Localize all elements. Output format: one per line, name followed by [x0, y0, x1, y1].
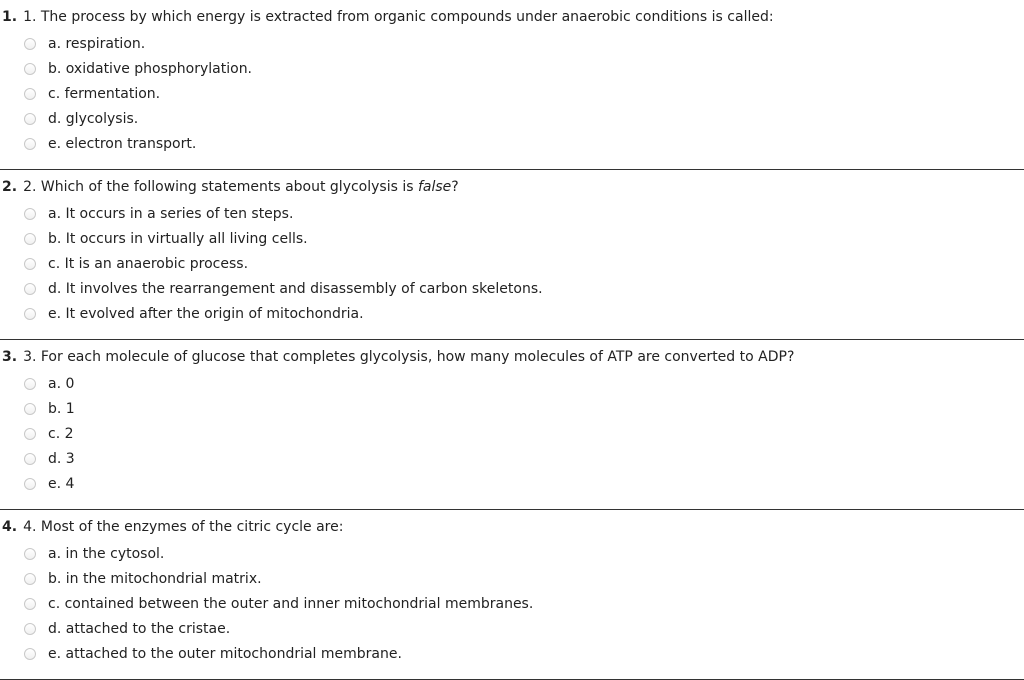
option-2b[interactable] — [24, 229, 308, 249]
option-label: c. contained between the outer and inner mitochondrial membranes. — [48, 595, 534, 612]
option-label: b. 1 — [48, 400, 75, 417]
question-number: 2. — [2, 179, 18, 195]
option-4a[interactable] — [24, 544, 164, 564]
radio-button[interactable] — [24, 38, 36, 50]
option-3a[interactable] — [24, 374, 74, 394]
radio-button[interactable] — [24, 63, 36, 75]
radio-button[interactable] — [24, 598, 36, 610]
radio-button[interactable] — [24, 623, 36, 635]
option-label: c. 2 — [48, 425, 74, 442]
radio-button[interactable] — [24, 208, 36, 220]
option-label: a. respiration. — [48, 35, 146, 52]
option-3e[interactable] — [24, 474, 74, 494]
option-label: d. It involves the rearrangement and disassembly of carbon skeletons. — [48, 280, 543, 297]
option-label: c. fermentation. — [48, 85, 161, 102]
option-2e[interactable] — [24, 304, 364, 324]
option-label: d. 3 — [48, 450, 75, 467]
radio-button[interactable] — [24, 573, 36, 585]
question-2-header — [2, 179, 459, 196]
option-label: e. electron transport. — [48, 135, 197, 152]
radio-button[interactable] — [24, 478, 36, 490]
option-1c[interactable] — [24, 84, 160, 104]
option-label: d. glycolysis. — [48, 110, 139, 127]
option-label: e. 4 — [48, 475, 75, 492]
question-text: 1. The process by which energy is extracted from organic compounds under anaerobic conditions is called: — [23, 9, 774, 25]
radio-button[interactable] — [24, 403, 36, 415]
radio-button[interactable] — [24, 453, 36, 465]
option-3b[interactable] — [24, 399, 75, 419]
option-1d[interactable] — [24, 109, 138, 129]
option-2c[interactable] — [24, 254, 248, 274]
radio-button[interactable] — [24, 88, 36, 100]
option-3d[interactable] — [24, 449, 75, 469]
radio-button[interactable] — [24, 378, 36, 390]
radio-button[interactable] — [24, 138, 36, 150]
radio-button[interactable] — [24, 428, 36, 440]
question-text: 3. For each molecule of glucose that completes glycolysis, how many molecules of ATP are converted to ADP? — [23, 349, 795, 365]
question-1 — [0, 0, 1024, 170]
question-3-header — [2, 349, 794, 366]
question-1-header — [2, 9, 774, 26]
question-text: 4. Most of the enzymes of the citric cycle are: — [23, 519, 344, 535]
radio-button[interactable] — [24, 283, 36, 295]
radio-button[interactable] — [24, 548, 36, 560]
option-label: e. attached to the outer mitochondrial membrane. — [48, 645, 402, 662]
option-3c[interactable] — [24, 424, 74, 444]
option-4e[interactable] — [24, 644, 402, 664]
option-label: a. It occurs in a series of ten steps. — [48, 205, 294, 222]
option-label: a. in the cytosol. — [48, 545, 165, 562]
radio-button[interactable] — [24, 308, 36, 320]
radio-button[interactable] — [24, 258, 36, 270]
option-2a[interactable] — [24, 204, 293, 224]
option-4c[interactable] — [24, 594, 533, 614]
option-label: a. 0 — [48, 375, 75, 392]
option-2d[interactable] — [24, 279, 543, 299]
question-2 — [0, 170, 1024, 340]
option-label: c. It is an anaerobic process. — [48, 255, 249, 272]
radio-button[interactable] — [24, 113, 36, 125]
question-4-header — [2, 519, 343, 536]
option-label: b. in the mitochondrial matrix. — [48, 570, 262, 587]
question-4 — [0, 510, 1024, 680]
option-label: b. oxidative phosphorylation. — [48, 60, 253, 77]
option-label: b. It occurs in virtually all living cells. — [48, 230, 308, 247]
option-1a[interactable] — [24, 34, 145, 54]
option-label: e. It evolved after the origin of mitochondria. — [48, 305, 364, 322]
radio-button[interactable] — [24, 648, 36, 660]
option-1b[interactable] — [24, 59, 252, 79]
question-text: 2. Which of the following statements about glycolysis is — [23, 179, 418, 195]
option-4d[interactable] — [24, 619, 230, 639]
question-number: 1. — [2, 9, 18, 25]
question-number: 3. — [2, 349, 18, 365]
radio-button[interactable] — [24, 233, 36, 245]
question-number: 4. — [2, 519, 18, 535]
question-text-end: ? — [451, 179, 459, 195]
option-1e[interactable] — [24, 134, 196, 154]
option-label: d. attached to the cristae. — [48, 620, 231, 637]
question-text-emphasis: false — [417, 179, 452, 195]
option-4b[interactable] — [24, 569, 262, 589]
question-3 — [0, 340, 1024, 510]
